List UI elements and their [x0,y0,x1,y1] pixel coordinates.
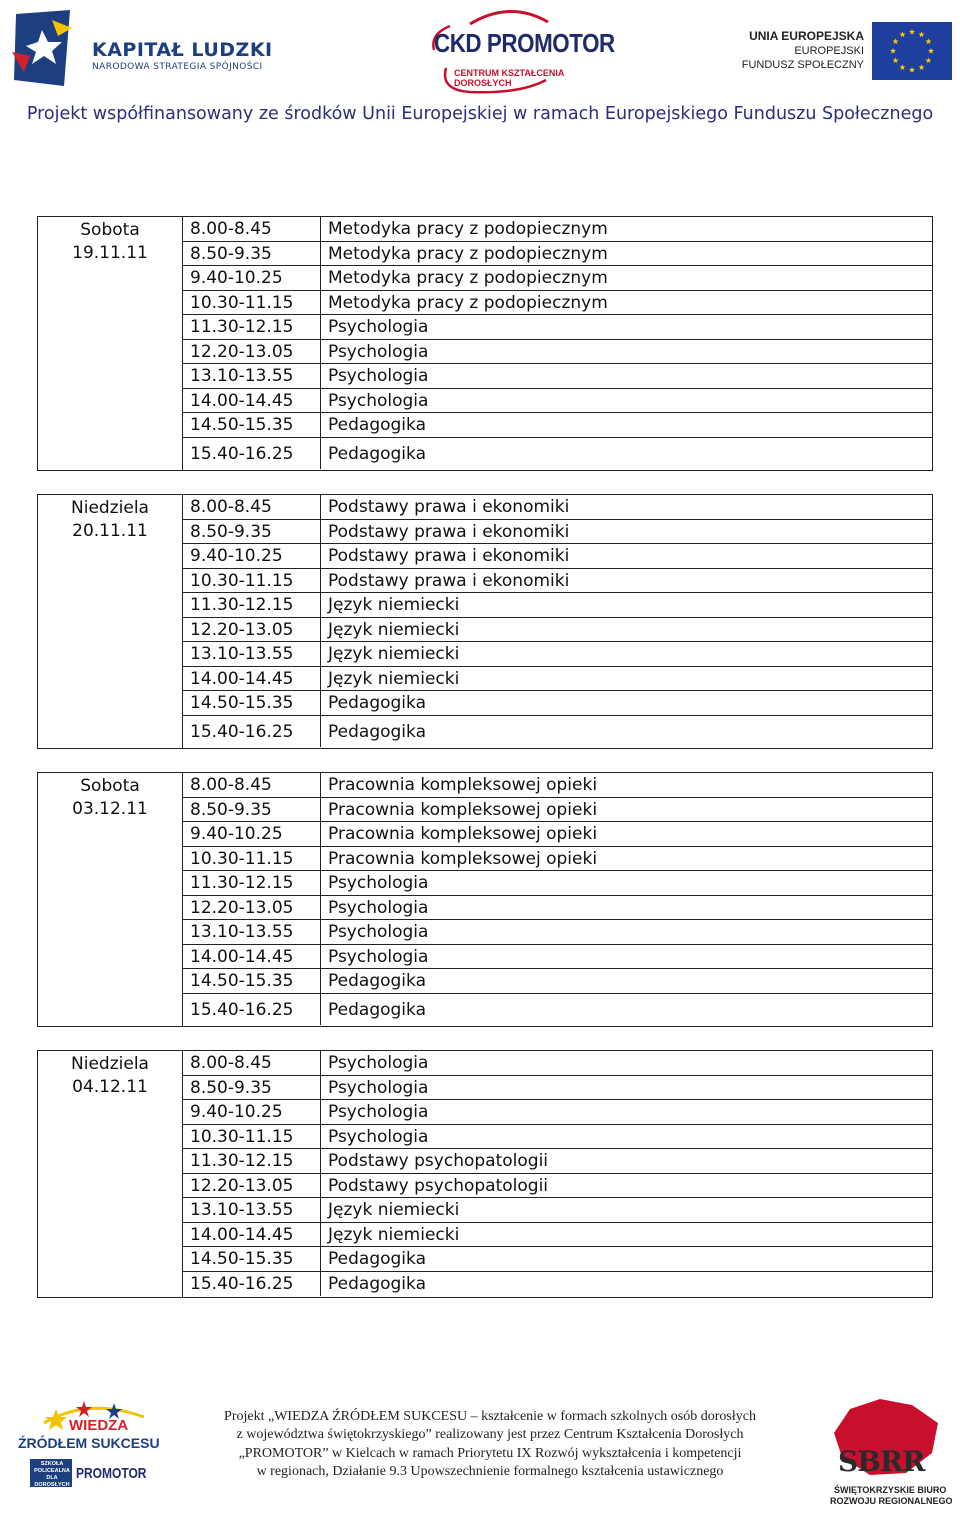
lesson-time: 15.40-16.25 [190,1273,294,1294]
table-row [183,389,932,414]
eu-flag-icon [872,22,952,80]
column-divider [320,438,321,469]
lesson-time: 10.30-11.15 [190,292,294,313]
table-row [183,266,932,291]
lesson-subject: Podstawy psychopatologii [328,1175,549,1196]
day-block [37,494,933,749]
day-date: 04.12.11 [72,1077,148,1097]
lesson-subject: Podstawy prawa i ekonomiki [328,570,570,591]
lesson-subject: Psychologia [328,922,429,942]
table-row [183,291,932,316]
column-divider [320,413,321,437]
column-divider [320,716,321,747]
eu-line3: FUNDUSZ SPOŁECZNY [741,59,864,71]
column-divider [320,642,321,666]
lesson-subject: Pedagogika [328,1249,426,1269]
column-divider [320,1051,321,1075]
lesson-time: 14.50-15.35 [190,693,294,713]
column-divider [320,994,321,1025]
lesson-time: 10.30-11.15 [190,570,294,591]
lesson-time: 10.30-11.15 [190,1126,294,1147]
day-cell [38,495,183,748]
column-divider [320,1223,321,1247]
lesson-subject: Język niemiecki [328,595,460,615]
lesson-time: 10.30-11.15 [190,848,294,869]
lesson-time: 15.40-16.25 [190,721,294,742]
day-name: Sobota [80,220,140,240]
ckd-title: CKD PROMOTOR [434,28,615,58]
lesson-time: 12.20-13.05 [190,897,294,918]
table-row [183,691,932,716]
lesson-rows [183,495,932,747]
lesson-subject: Pedagogika [328,1273,426,1294]
lesson-subject: Psychologia [328,1126,429,1147]
day-date: 19.11.11 [72,243,148,263]
lesson-time: 8.50-9.35 [190,1077,272,1098]
lesson-subject: Pracownia kompleksowej opieki [328,799,598,820]
lesson-subject: Metodyka pracy z podopiecznym [328,268,608,288]
day-date: 03.12.11 [72,799,148,819]
table-row [183,1076,932,1101]
lesson-time: 15.40-16.25 [190,999,294,1020]
kapital-ludzki-title: KAPITAŁ LUDZKI [92,39,273,61]
lesson-subject: Pedagogika [328,443,426,464]
table-row [183,642,932,667]
table-row [183,773,932,798]
lesson-subject: Język niemiecki [328,619,460,640]
lesson-subject: Psychologia [328,341,429,362]
lesson-time: 11.30-12.15 [190,595,294,615]
kapital-ludzki-logo [12,6,282,90]
day-name: Sobota [80,776,140,796]
column-divider [320,389,321,413]
lesson-subject: Psychologia [328,897,429,918]
lesson-time: 14.00-14.45 [190,946,294,967]
lesson-subject: Metodyka pracy z podopiecznym [328,292,608,313]
column-divider [320,667,321,691]
footer-project-description [180,1408,800,1481]
lesson-subject: Pracownia kompleksowej opieki [328,848,598,869]
lesson-time: 8.00-8.45 [190,775,272,795]
table-row [183,413,932,438]
lesson-time: 14.00-14.45 [190,390,294,411]
lesson-subject: Pedagogika [328,693,426,713]
table-row [183,945,932,970]
column-divider [320,871,321,895]
ckd-subtitle-line1: CENTRUM KSZTAŁCENIA [454,68,565,78]
project-cofinancing-line: Projekt współfinansowany ze środków Unii Europejskiej w ramach Europejskiego Funduszu Społecznego [26,104,934,124]
footer-line: w regionach, Działanie 9.3 Upowszechnienie formalnego kształcenia ustawicznego [256,1463,724,1479]
table-row [183,1198,932,1223]
table-row [183,969,932,994]
lesson-time: 12.20-13.05 [190,1175,294,1196]
lesson-time: 9.40-10.25 [190,268,283,288]
lesson-subject: Psychologia [328,317,429,337]
lesson-subject: Psychologia [328,1077,429,1098]
column-divider [320,822,321,846]
sbrr-line2: ROZWOJU REGIONALNEGO [830,1496,953,1506]
lesson-time: 14.50-15.35 [190,971,294,991]
day-block [37,772,933,1027]
column-divider [320,618,321,642]
lesson-subject: Psychologia [328,1053,429,1073]
lesson-time: 11.30-12.15 [190,317,294,337]
lesson-time: 13.10-13.55 [190,644,294,664]
lesson-subject: Psychologia [328,390,429,411]
lesson-time: 14.50-15.35 [190,1249,294,1269]
column-divider [320,1125,321,1149]
lesson-subject: Pedagogika [328,971,426,991]
table-row [183,994,932,1025]
column-divider [320,920,321,944]
lesson-subject: Psychologia [328,946,429,967]
day-block [37,1050,933,1298]
column-divider [320,1076,321,1100]
table-row [183,569,932,594]
table-row [183,242,932,267]
day-name: Niedziela [71,1054,149,1074]
lesson-subject: Podstawy psychopatologii [328,1151,549,1171]
column-divider [320,1149,321,1173]
footer-line: „PROMOTOR” w Kielcach w ramach Priorytetu IX Rozwój wykształcenia i kompetencji [238,1445,742,1461]
column-divider [320,1198,321,1222]
table-row [183,1174,932,1199]
table-row [183,593,932,618]
column-divider [320,217,321,241]
column-divider [320,969,321,993]
table-row [183,520,932,545]
table-row [183,798,932,823]
day-cell [38,1051,183,1297]
sbrr-line1: ŚWIĘTOKRZYSKIE BIURO [834,1485,947,1495]
lesson-subject: Psychologia [328,873,429,893]
table-row [183,618,932,643]
lesson-rows [183,217,932,469]
day-name: Niedziela [71,498,149,518]
lesson-subject: Język niemiecki [328,1224,460,1245]
table-row [183,217,932,242]
column-divider [320,593,321,617]
lesson-time: 8.00-8.45 [190,497,272,517]
table-row [183,438,932,469]
lesson-time: 13.10-13.55 [190,1200,294,1220]
column-divider [320,544,321,568]
column-divider [320,364,321,388]
lesson-subject: Pedagogika [328,999,426,1020]
lesson-subject: Psychologia [328,1102,429,1122]
lesson-time: 11.30-12.15 [190,873,294,893]
day-cell [38,217,183,470]
lesson-time: 14.00-14.45 [190,1224,294,1245]
column-divider [320,315,321,339]
sbrr-title: SBRR [838,1445,925,1478]
wiedza-subtitle: ŹRÓDŁEM SUKCESU [18,1435,160,1451]
table-row [183,716,932,747]
column-divider [320,569,321,593]
column-divider [320,291,321,315]
lesson-time: 13.10-13.55 [190,366,294,386]
table-row [183,667,932,692]
lesson-time: 14.50-15.35 [190,415,294,435]
table-row [183,920,932,945]
lesson-subject: Podstawy prawa i ekonomiki [328,546,570,566]
lesson-subject: Podstawy prawa i ekonomiki [328,521,570,542]
kapital-ludzki-subtitle: NARODOWA STRATEGIA SPÓJNOŚCI [92,62,263,72]
table-row [183,847,932,872]
column-divider [320,1272,321,1297]
column-divider [320,691,321,715]
table-row [183,364,932,389]
wiedza-school: SZKOŁA POLICEALNA DLA DOROSŁYCH [34,1461,70,1488]
lesson-rows [183,773,932,1025]
table-row [183,340,932,365]
table-row [183,1272,932,1297]
table-row [183,1100,932,1125]
column-divider [320,847,321,871]
ckd-promotor-logo [430,4,615,96]
eu-line2: EUROPEJSKI [794,45,864,57]
column-divider [320,1247,321,1271]
lesson-time: 9.40-10.25 [190,824,283,844]
lesson-subject: Język niemiecki [328,644,460,664]
wiedza-brand: PROMOTOR [76,1465,147,1482]
column-divider [320,1100,321,1124]
lesson-time: 12.20-13.05 [190,341,294,362]
lesson-subject: Język niemiecki [328,1200,460,1220]
sbrr-logo [820,1395,956,1510]
table-row [183,871,932,896]
lesson-subject: Pedagogika [328,721,426,742]
column-divider [320,242,321,266]
column-divider [320,266,321,290]
footer-line: z województwa świętokrzyskiego” realizowany jest przez Centrum Kształcenia Dorosłych [236,1427,744,1443]
column-divider [320,340,321,364]
lesson-subject: Metodyka pracy z podopiecznym [328,243,608,264]
lesson-time: 8.50-9.35 [190,799,272,820]
table-row [183,1247,932,1272]
lesson-time: 9.40-10.25 [190,546,283,566]
column-divider [320,773,321,797]
column-divider [320,896,321,920]
table-row [183,544,932,569]
lesson-subject: Pracownia kompleksowej opieki [328,824,598,844]
day-date: 20.11.11 [72,521,148,541]
column-divider [320,495,321,519]
column-divider [320,520,321,544]
lesson-subject: Pedagogika [328,415,426,435]
lesson-subject: Język niemiecki [328,668,460,689]
lesson-subject: Metodyka pracy z podopiecznym [328,219,608,239]
day-cell [38,773,183,1026]
lesson-time: 8.50-9.35 [190,243,272,264]
table-row [183,315,932,340]
column-divider [320,798,321,822]
lesson-time: 8.00-8.45 [190,219,272,239]
table-row [183,495,932,520]
lesson-time: 8.50-9.35 [190,521,272,542]
lesson-subject: Pracownia kompleksowej opieki [328,775,598,795]
lesson-rows [183,1051,932,1296]
lesson-subject: Podstawy prawa i ekonomiki [328,497,570,517]
footer-line: Projekt „WIEDZA ŹRÓDŁEM SUKCESU – kształcenie w formach szkolnych osób dorosłych [224,1409,756,1424]
lesson-time: 9.40-10.25 [190,1102,283,1122]
wiedza-title: WIEDZA [69,1417,129,1434]
eu-line1: UNIA EUROPEJSKA [749,29,864,43]
kapital-ludzki-star-icon [12,6,78,90]
lesson-time: 12.20-13.05 [190,619,294,640]
lesson-time: 14.00-14.45 [190,668,294,689]
eu-social-fund-logo [720,20,952,82]
column-divider [320,945,321,969]
lesson-time: 15.40-16.25 [190,443,294,464]
table-row [183,1125,932,1150]
table-row [183,822,932,847]
table-row [183,1051,932,1076]
day-block [37,216,933,471]
lesson-time: 11.30-12.15 [190,1151,294,1171]
table-row [183,1149,932,1174]
table-row [183,896,932,921]
ckd-subtitle-line2: DOROSŁYCH [454,78,512,88]
lesson-time: 8.00-8.45 [190,1053,272,1073]
column-divider [320,1174,321,1198]
lesson-time: 13.10-13.55 [190,922,294,942]
wiedza-zrodlem-sukcesu-logo [14,1395,164,1490]
table-row [183,1223,932,1248]
lesson-subject: Psychologia [328,366,429,386]
